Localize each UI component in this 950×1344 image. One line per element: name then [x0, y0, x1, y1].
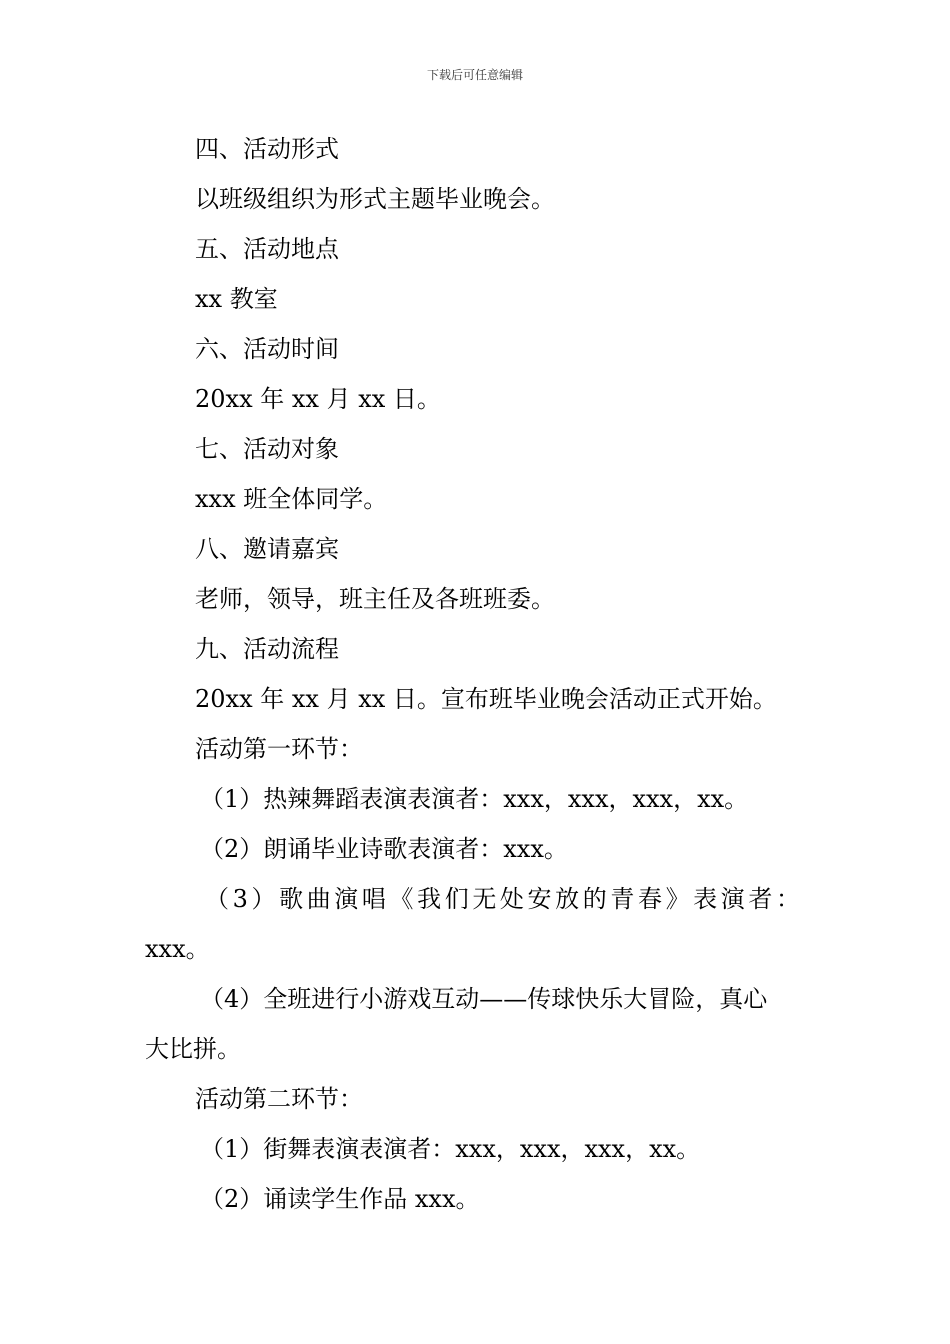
heading-invited-guests: 八、邀请嘉宾 — [195, 535, 339, 563]
heading-activity-form: 四、活动形式 — [195, 135, 339, 163]
heading-activity-target: 七、活动对象 — [195, 435, 339, 463]
list-item: （3）歌曲演唱《我们无处安放的青春》表演者： — [205, 885, 800, 913]
list-item-continued: xxx。 — [145, 935, 210, 963]
list-item: （4）全班进行小游戏互动——传球快乐大冒险，真心 — [200, 985, 768, 1013]
list-item: （2）朗诵毕业诗歌表演者：xxx。 — [200, 835, 568, 863]
list-item: （1）街舞表演表演者：xxx，xxx，xxx，xx。 — [200, 1135, 701, 1163]
paragraph: 以班级组织为形式主题毕业晚会。 — [195, 185, 555, 213]
paragraph: xxx 班全体同学。 — [195, 485, 388, 513]
paragraph: 20xx 年 xx 月 xx 日。宣布班毕业晚会活动正式开始。 — [195, 685, 777, 713]
heading-activity-time: 六、活动时间 — [195, 335, 339, 363]
paragraph: 20xx 年 xx 月 xx 日。 — [195, 385, 441, 413]
page-header: 下载后可任意编辑 — [426, 68, 523, 82]
section-label: 活动第二环节： — [195, 1085, 363, 1113]
heading-activity-location: 五、活动地点 — [195, 235, 339, 263]
section-label: 活动第一环节： — [195, 735, 363, 763]
heading-activity-process: 九、活动流程 — [195, 635, 339, 663]
paragraph: 老师，领导，班主任及各班班委。 — [195, 585, 555, 613]
list-item: （1）热辣舞蹈表演表演者：xxx，xxx，xxx，xx。 — [200, 785, 749, 813]
paragraph: xx 教室 — [195, 285, 278, 313]
list-item: （2）诵读学生作品 xxx。 — [200, 1185, 480, 1213]
list-item-continued: 大比拼。 — [145, 1035, 241, 1063]
